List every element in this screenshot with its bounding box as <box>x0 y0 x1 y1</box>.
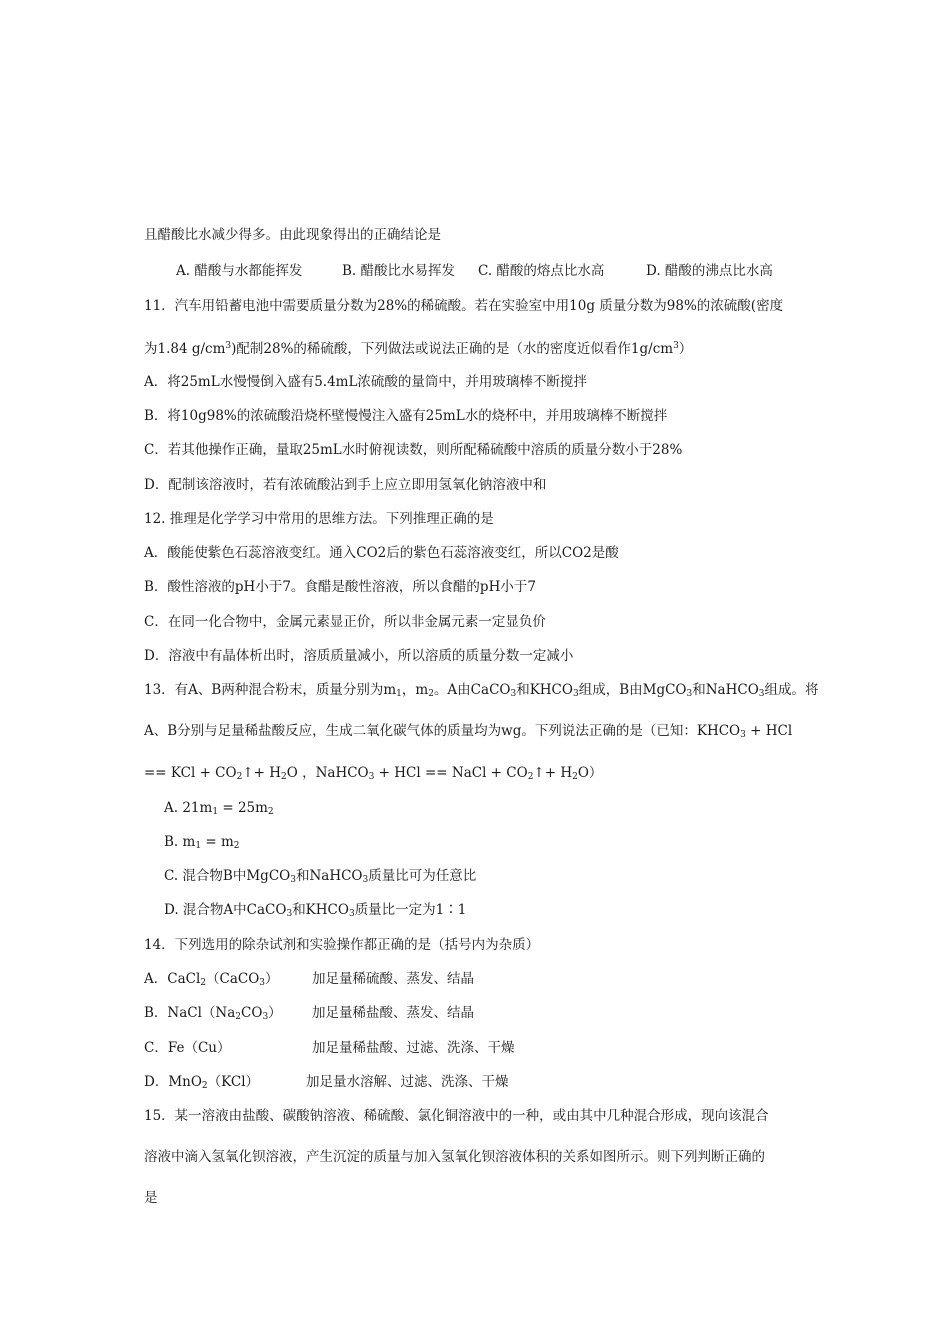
q13-stem-line1: 13．有A、B两种混合粉末，质量分别为$m_1$，$m_2$。A由CaCO$_3$和$KHCO_3$组成，B由MgCO$_3$和NaHCO$_3$组成。将 <box>144 682 819 699</box>
q10-continuation: 且醋酸比水减少得多。由此现象得出的正确结论是 <box>144 227 441 243</box>
q10-option-c: C. 醋酸的熔点比水高 <box>478 263 605 279</box>
q12-option-b: B．酸性溶液的pH小于7。食醋是酸性溶液，所以食醋的pH小于7 <box>144 579 536 595</box>
q11-stem-line2: 为1.84 $g/cm^3$)配制28%的稀硫酸，下列做法或说法正确的是（水的密度近似看作$1g/cm^3$） <box>144 341 693 357</box>
q11-option-d: D．配制该溶液时，若有浓硫酸沾到手上应立即用氢氧化钠溶液中和 <box>144 477 547 493</box>
q15-stem-line1: 15．某一溶液由盐酸、碳酸钠溶液、稀硫酸、氯化铜溶液中的一种，或由其中几种混合形成，现向该混合 <box>144 1108 769 1124</box>
q13-stem-line2: A、B分别与足量稀盐酸反应，生成二氧化碳气体的质量均为wg。下列说法正确的是（已知：$KHCO_3$ + HCl <box>144 723 793 740</box>
q13-stem-line3: == KCl + $CO_2↑+ H_2O$ ，NaHCO$_3$ + HCl == NaCl + $CO_2↑+ H_2O$） <box>144 765 603 782</box>
q15-stem-line2: 溶液中滴入氢氧化钡溶液，产生沉淀的质量与加入氢氧化钡溶液体积的关系如图所示。则下列判断正确的 <box>144 1149 765 1165</box>
q14-option-c-operation: 加足量稀盐酸、过滤、洗涤、干燥 <box>312 1040 515 1056</box>
q11-stem-line1: 11．汽车用铅蓄电池中需要质量分数为28%的稀硫酸。若在实验室中用10g 质量分数为98%的浓硫酸(密度 <box>144 298 784 314</box>
q14-stem: 14．下列选用的除杂试剂和实验操作都正确的是（括号内为杂质） <box>144 937 540 953</box>
q10-option-a: A. 醋酸与水都能挥发 <box>176 263 303 279</box>
q14-option-b-operation: 加足量稀盐酸、蒸发、结晶 <box>312 1005 474 1021</box>
q10-option-b: B. 醋酸比水易挥发 <box>342 263 456 279</box>
q12-option-a: A．酸能使紫色石蕊溶液变红。通入CO2后的紫色石蕊溶液变红，所以CO2是酸 <box>144 545 619 561</box>
q14-option-a: A．CaCl$_2$（CaCO$_3$） <box>144 971 279 988</box>
q12-option-c: C．在同一化合物中，金属元素显正价，所以非金属元素一定显负价 <box>144 614 546 630</box>
q11-option-a: A．将25mL水慢慢倒入盛有5.4mL浓硫酸的量筒中，并用玻璃棒不断搅拌 <box>144 374 587 390</box>
q12-option-d: D．溶液中有晶体析出时，溶质质量减小，所以溶质的质量分数一定减小 <box>144 648 574 664</box>
q10-option-d: D. 醋酸的沸点比水高 <box>646 263 773 279</box>
q13-option-c: C. 混合物B中MgCO$_3$和NaHCO$_3$质量比可为任意比 <box>164 868 477 885</box>
q15-stem-line3: 是 <box>144 1190 158 1206</box>
q14-option-a-operation: 加足量稀硫酸、蒸发、结晶 <box>312 971 474 987</box>
q14-option-b: B．$NaCl(Na_2CO_3)$ <box>144 1005 282 1022</box>
q14-option-d: D．MnO$_2$（KCl） <box>144 1074 260 1091</box>
q13-option-b: B. $m_1 = m_2$ <box>164 834 240 851</box>
q14-option-d-operation: 加足量水溶解、过滤、洗涤、干燥 <box>306 1074 509 1090</box>
q13-option-a: A. $21m_1 = 25m_2$ <box>164 800 274 817</box>
q14-option-c: C．Fe（Cu） <box>144 1040 231 1056</box>
q11-option-c: C．若其他操作正确，量取25mL水时俯视读数，则所配稀硫酸中溶质的质量分数小于28% <box>144 442 683 458</box>
q10-options <box>176 262 816 280</box>
q12-stem: 12. 推理是化学学习中常用的思维方法。下列推理正确的是 <box>144 511 494 527</box>
q11-option-b: B．将10g98%的浓硫酸沿烧杯壁慢慢注入盛有25mL水的烧杯中，并用玻璃棒不断搅拌 <box>144 408 668 424</box>
q13-option-d: D. 混合物A中CaCO$_3$和$KHCO_3$质量比一定为1∶1 <box>164 902 467 919</box>
